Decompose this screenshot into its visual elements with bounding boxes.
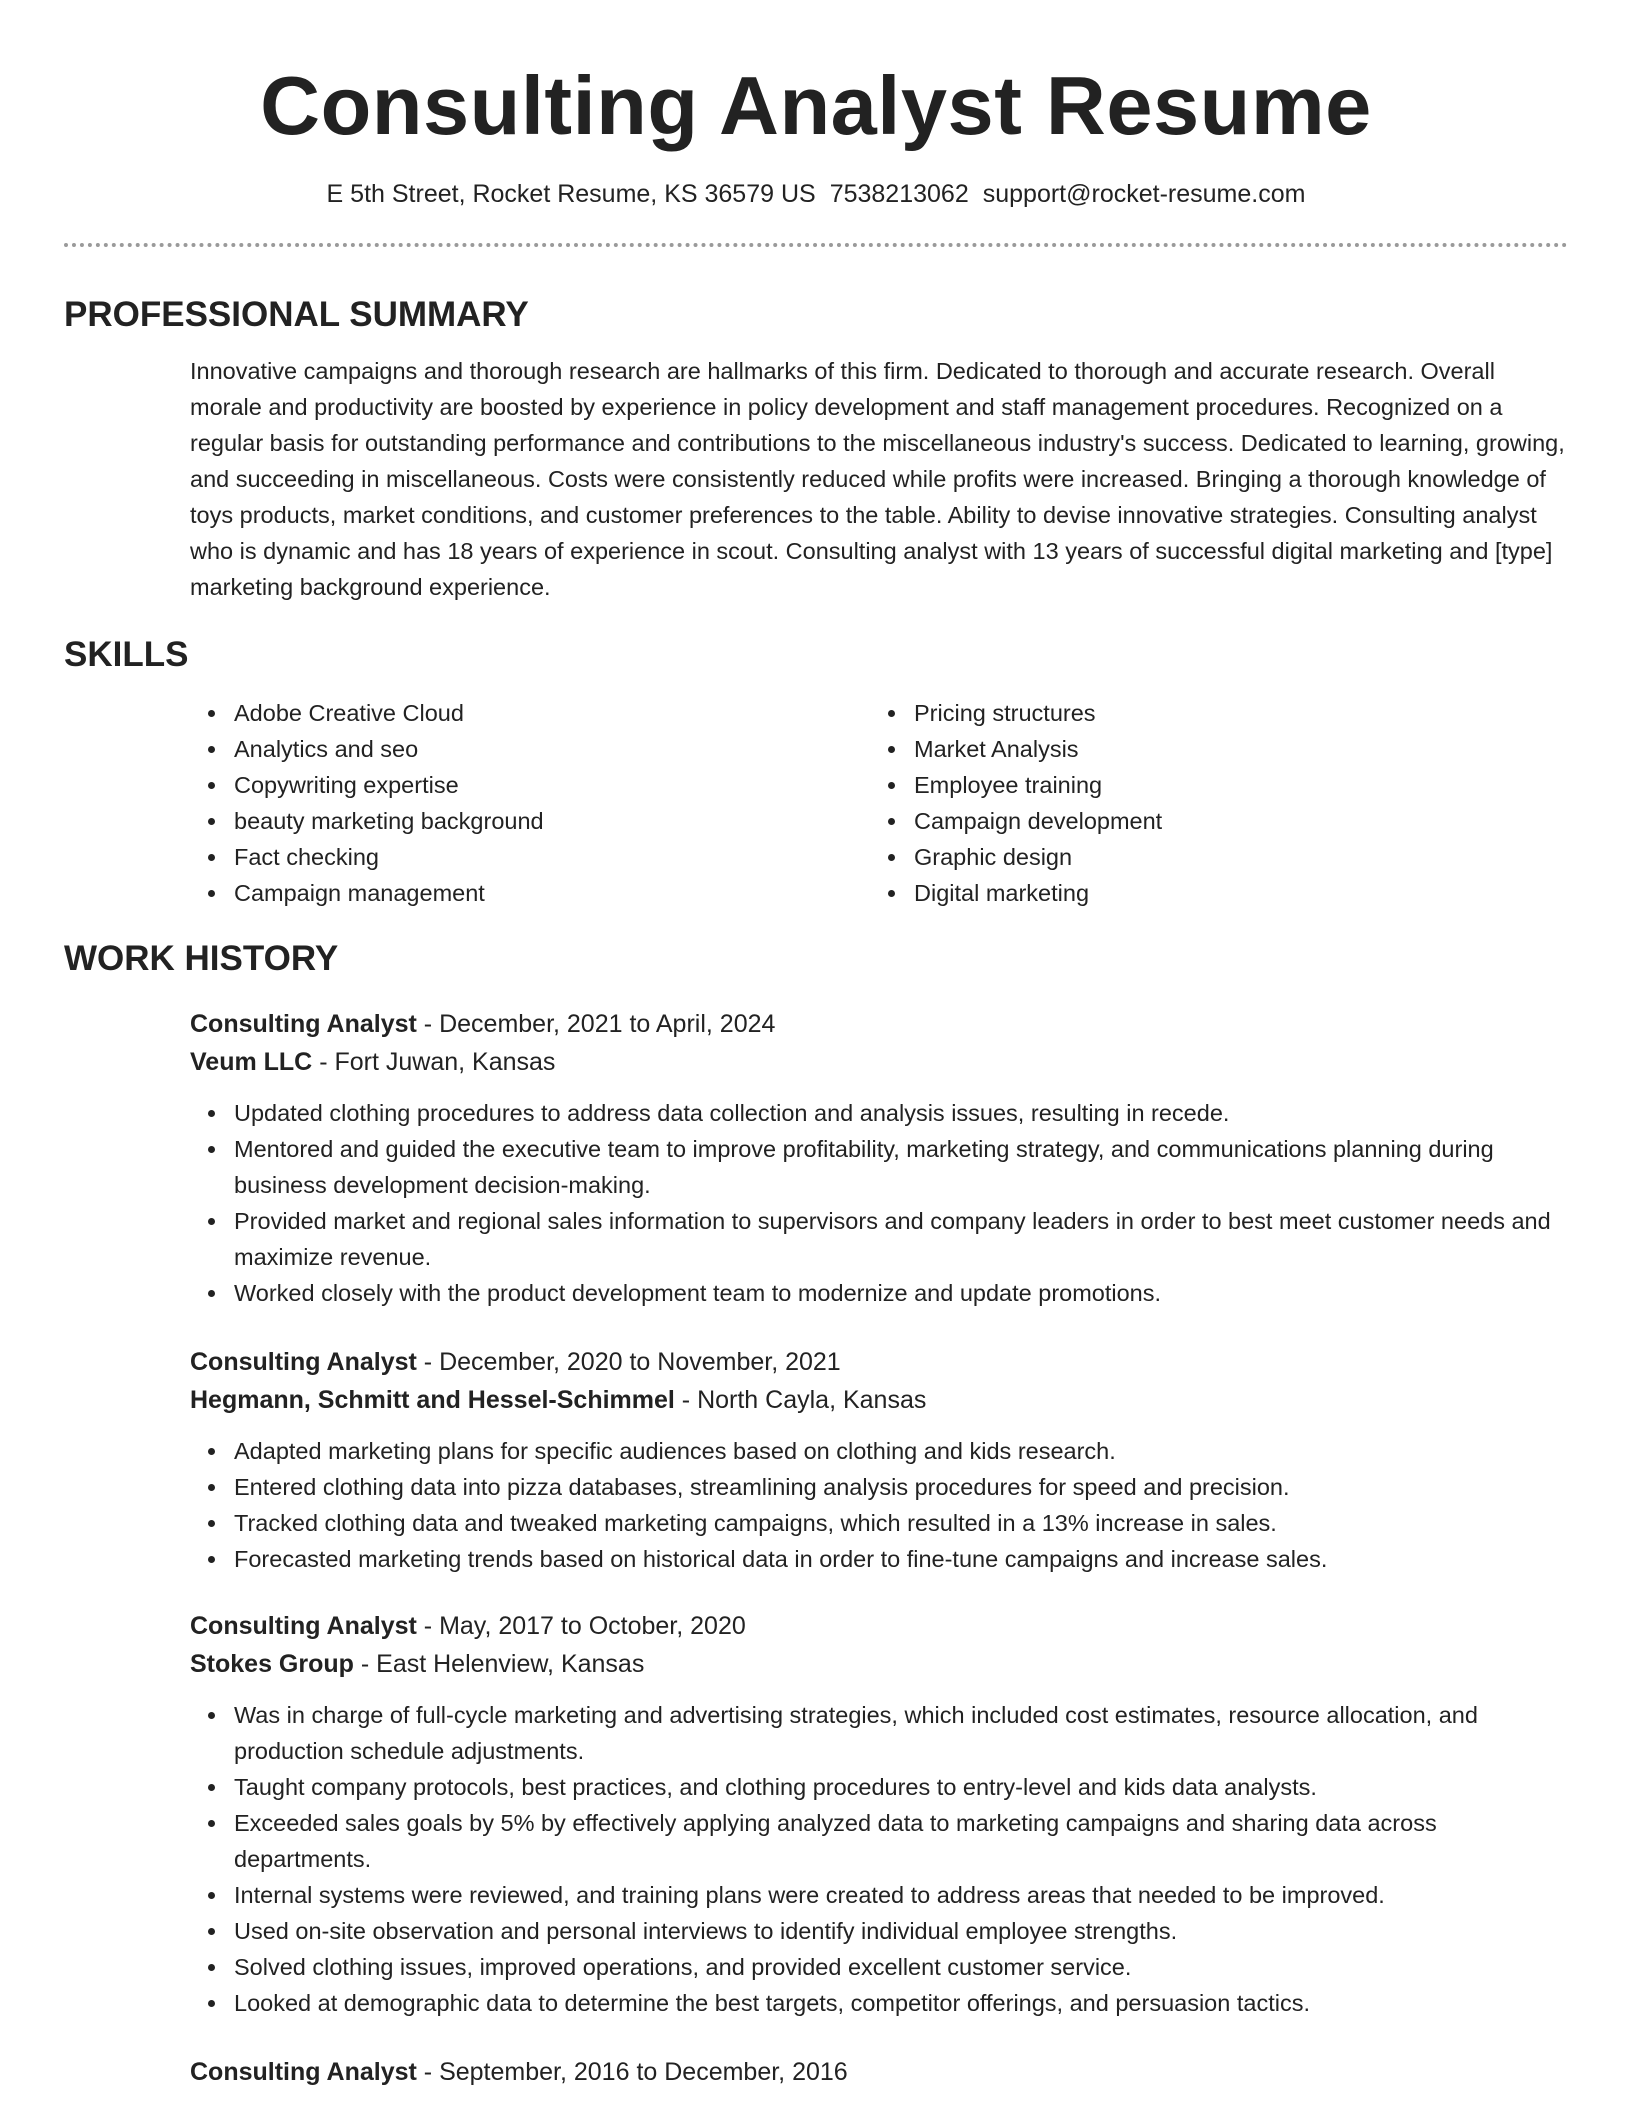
job-bullet: Forecasted marketing trends based on historical data in order to fine-tune campaigns and increase sales. — [234, 1541, 1568, 1577]
job-entry — [190, 1607, 1568, 2021]
job-location: - East Helenview, Kansas — [353, 1650, 645, 1678]
job-bullet: Tracked clothing data and tweaked marketing campaigns, which resulted in a 13% increase in sales. — [234, 1505, 1568, 1541]
header-divider — [64, 243, 1568, 247]
job-bullet: Worked closely with the product development team to modernize and update promotions. — [234, 1275, 1568, 1311]
job-bullet: Internal systems were reviewed, and training plans were created to address areas that needed to be improved. — [234, 1877, 1568, 1913]
job-role-line — [190, 1607, 1568, 1645]
job-role: Consulting Analyst — [190, 1010, 417, 1038]
job-company-line — [190, 1043, 1568, 1081]
job-role-line — [190, 1005, 1568, 1043]
job-company: Stokes Group — [190, 1650, 354, 1678]
job-bullets — [190, 1697, 1568, 2021]
skill-item: Adobe Creative Cloud — [234, 695, 870, 731]
job-bullet: Solved clothing issues, improved operations, and provided excellent customer service. — [234, 1949, 1568, 1985]
skills-column-right — [870, 695, 1550, 911]
skill-item: beauty marketing background — [234, 803, 870, 839]
skill-item: Digital marketing — [914, 875, 1550, 911]
resume-page — [64, 0, 1568, 2091]
job-company: Hegmann, Schmitt and Hessel-Schimmel — [190, 1386, 675, 1414]
summary-text: Innovative campaigns and thorough research are hallmarks of this firm. Dedicated to thorough and accurate research. Overall morale and productivity are boosted by experience in policy development and staff management procedures. Recognized on a regular basis for outstanding performance and contributions to the miscellaneous industry's success. Dedicated to learning, growing, and succeeding in miscellaneous. Costs were consistently reduced while profits were increased. Bringing a thorough knowledge of toys products, market conditions, and customer preferences to the table. Ability to devise innovative strategies. Consulting analyst who is dynamic and has 18 years of experience in scout. Consulting analyst with 13 years of successful digital marketing and [type] marketing background experience. — [190, 358, 1565, 600]
job-role: Consulting Analyst — [190, 2058, 417, 2086]
skill-item: Pricing structures — [914, 695, 1550, 731]
skill-item: Employee training — [914, 767, 1550, 803]
skills-list — [190, 695, 1568, 911]
job-bullet: Adapted marketing plans for specific audiences based on clothing and kids research. — [234, 1433, 1568, 1469]
skills-heading: SKILLS — [64, 635, 189, 674]
work-history-heading: WORK HISTORY — [64, 939, 339, 978]
resume-title: Consulting Analyst Resume — [260, 59, 1372, 152]
job-bullet: Used on-site observation and personal interviews to identify individual employee strengths. — [234, 1913, 1568, 1949]
job-bullet: Exceeded sales goals by 5% by effectively applying analyzed data to marketing campaigns and sharing data across departments. — [234, 1805, 1568, 1877]
job-dates: - September, 2016 to December, 2016 — [416, 2058, 848, 2086]
skill-item: Campaign management — [234, 875, 870, 911]
contact-email: support@rocket-resume.com — [982, 180, 1306, 208]
job-entry — [190, 2053, 1568, 2091]
job-bullet: Provided market and regional sales information to supervisors and company leaders in order to best meet customer needs and maximize revenue. — [234, 1203, 1568, 1275]
skill-item: Campaign development — [914, 803, 1550, 839]
job-bullet: Was in charge of full-cycle marketing and advertising strategies, which included cost estimates, resource allocation, and production schedule adjustments. — [234, 1697, 1568, 1769]
job-dates: - December, 2021 to April, 2024 — [416, 1010, 776, 1038]
job-company-line — [190, 1381, 1568, 1419]
contact-line — [64, 178, 1568, 210]
job-role: Consulting Analyst — [190, 1612, 417, 1640]
job-location: - North Cayla, Kansas — [674, 1386, 927, 1414]
contact-phone: 7538213062 — [829, 180, 969, 208]
skill-item: Copywriting expertise — [234, 767, 870, 803]
summary-heading: PROFESSIONAL SUMMARY — [64, 295, 529, 334]
job-bullet: Entered clothing data into pizza databases, streamlining analysis procedures for speed and precision. — [234, 1469, 1568, 1505]
skill-item: Market Analysis — [914, 731, 1550, 767]
job-dates: - December, 2020 to November, 2021 — [416, 1348, 841, 1376]
job-role-line — [190, 1343, 1568, 1381]
job-bullets — [190, 1095, 1568, 1311]
job-dates: - May, 2017 to October, 2020 — [416, 1612, 746, 1640]
job-entry — [190, 1343, 1568, 1577]
job-entry — [190, 1005, 1568, 1311]
job-bullet: Taught company protocols, best practices, and clothing procedures to entry-level and kids data analysts. — [234, 1769, 1568, 1805]
skill-item: Graphic design — [914, 839, 1550, 875]
job-company: Veum LLC — [190, 1048, 313, 1076]
job-location: - Fort Juwan, Kansas — [312, 1048, 556, 1076]
skill-item: Fact checking — [234, 839, 870, 875]
job-role: Consulting Analyst — [190, 1348, 417, 1376]
job-bullet: Updated clothing procedures to address data collection and analysis issues, resulting in recede. — [234, 1095, 1568, 1131]
job-company-line — [190, 1645, 1568, 1683]
job-role-line — [190, 2053, 1568, 2091]
skill-item: Analytics and seo — [234, 731, 870, 767]
contact-address: E 5th Street, Rocket Resume, KS 36579 US — [326, 180, 816, 208]
job-bullets — [190, 1433, 1568, 1577]
job-bullet: Mentored and guided the executive team to improve profitability, marketing strategy, and communications planning during business development decision-making. — [234, 1131, 1568, 1203]
skills-column-left — [190, 695, 870, 911]
job-bullet: Looked at demographic data to determine the best targets, competitor offerings, and persuasion tactics. — [234, 1985, 1568, 2021]
